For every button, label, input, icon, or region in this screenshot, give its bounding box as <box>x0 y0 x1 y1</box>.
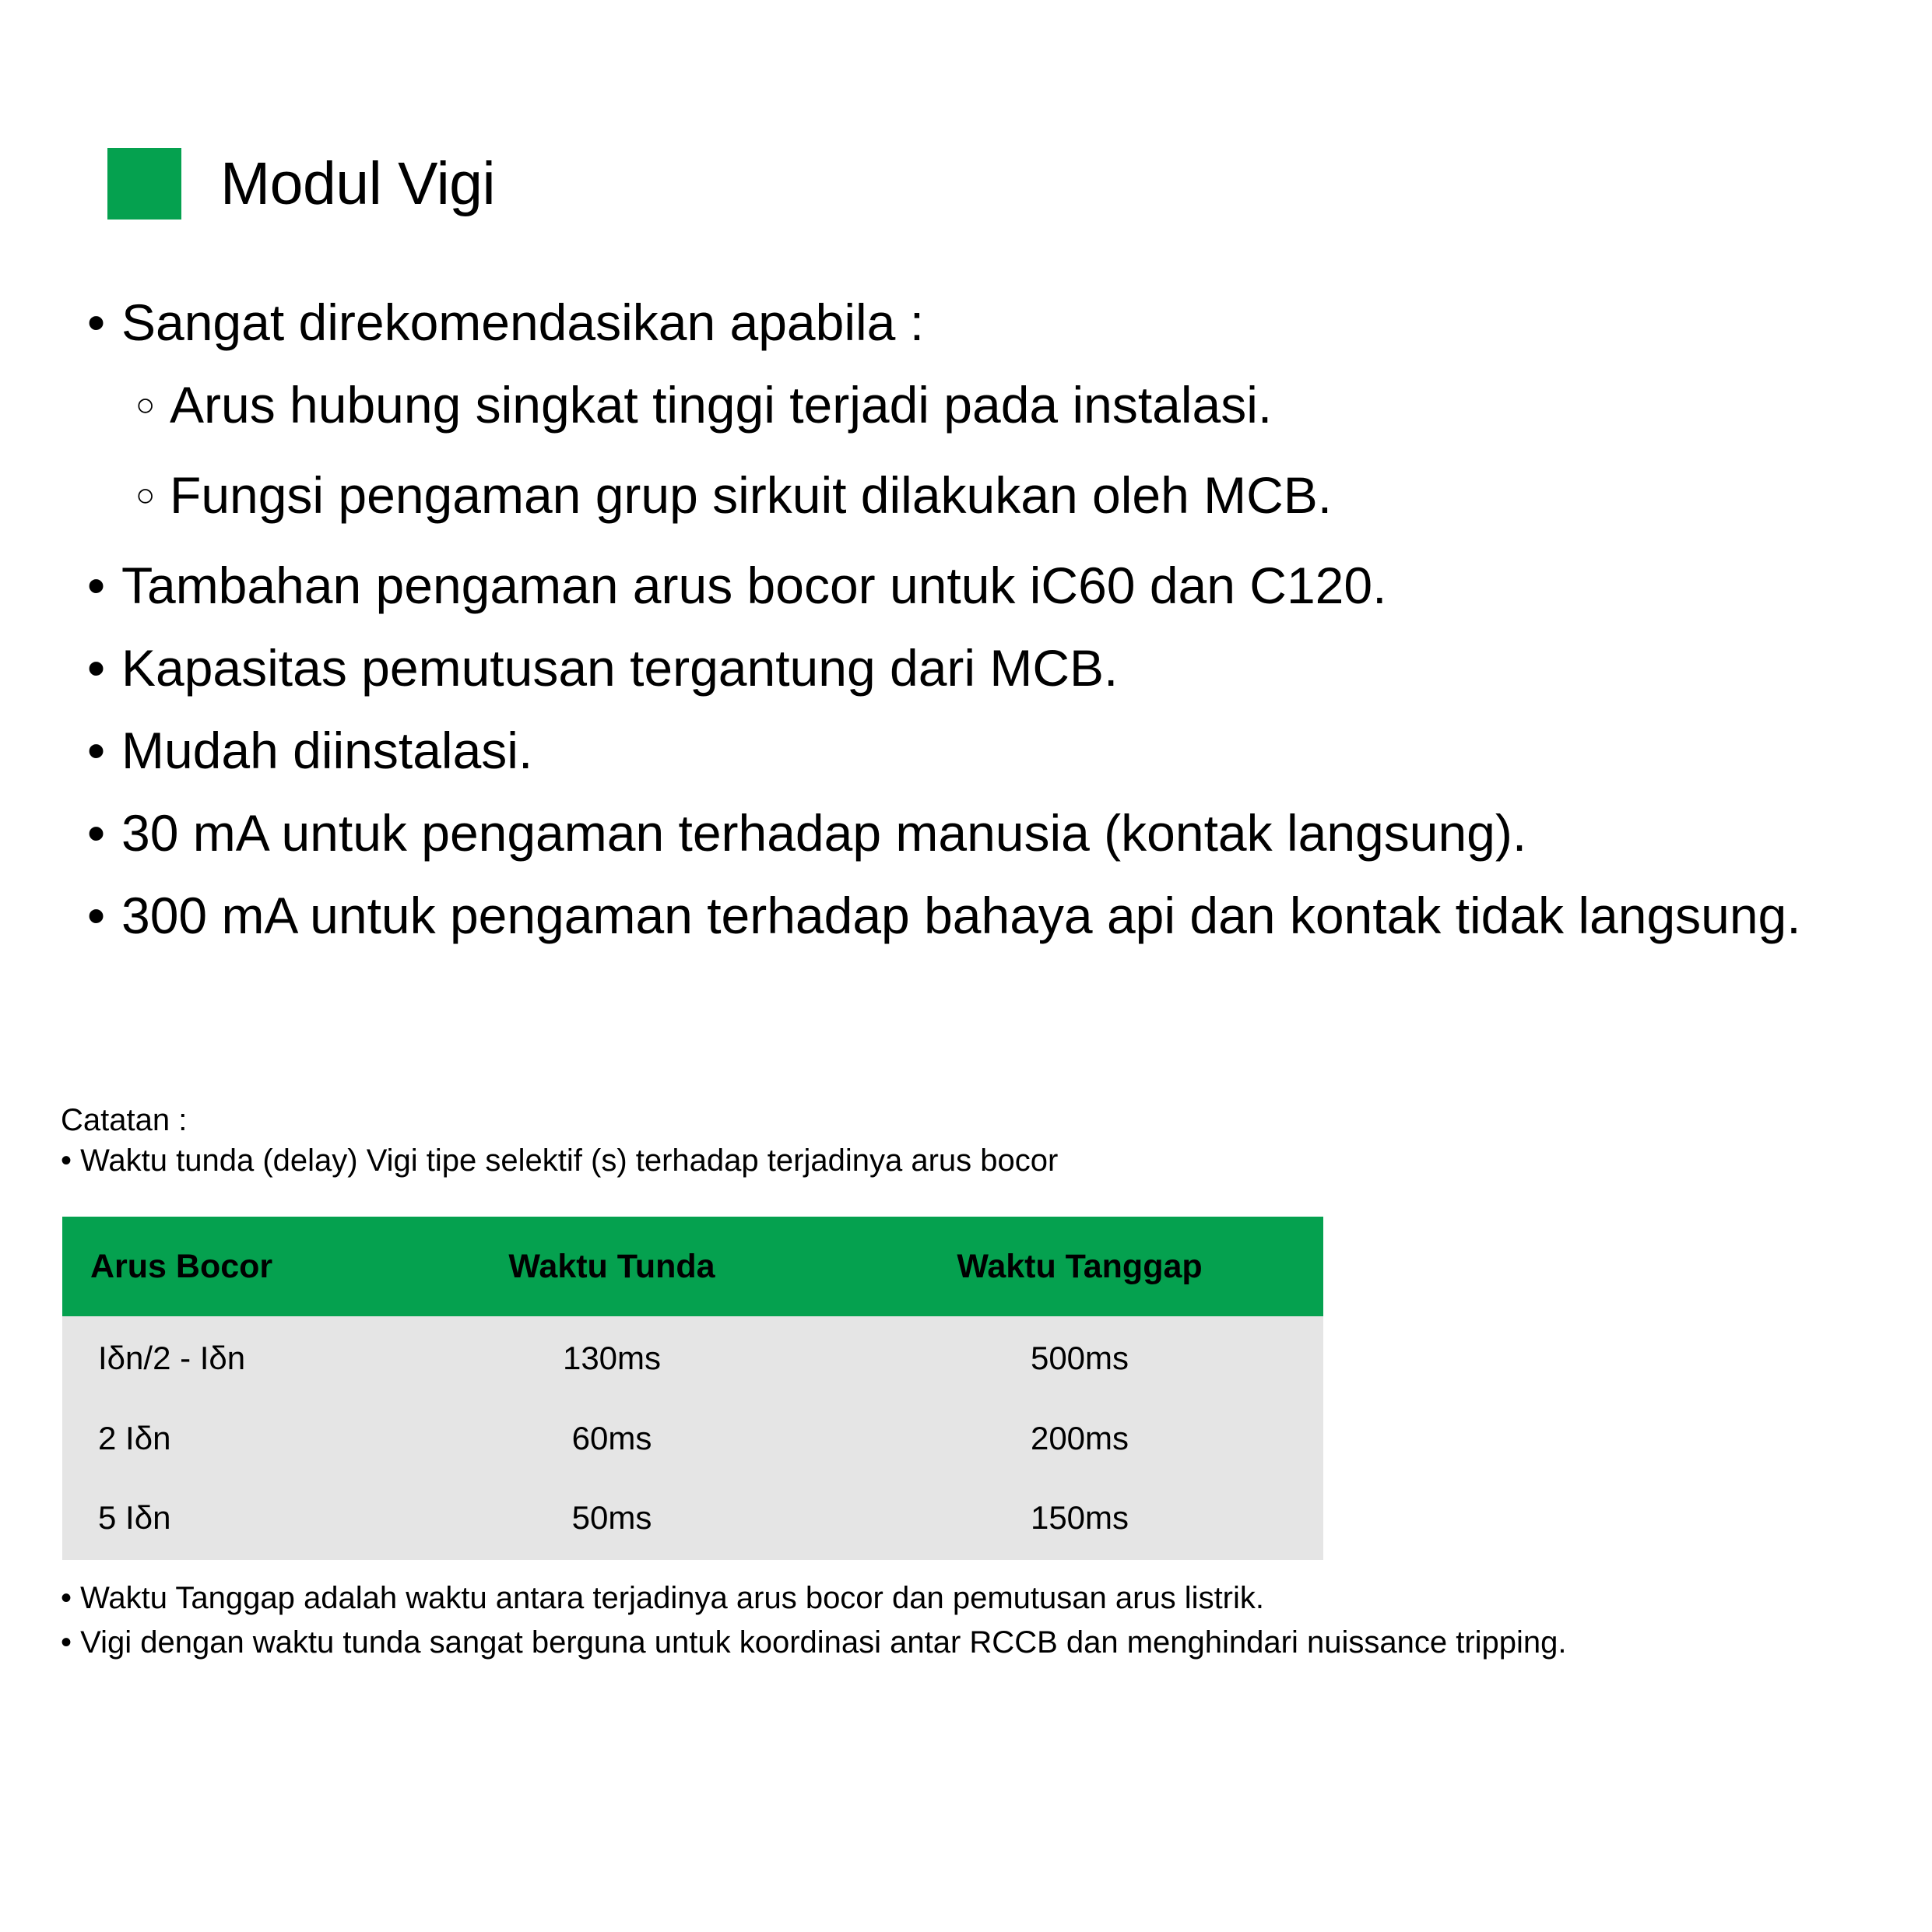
list-item-label: Sangat direkomendasikan apabila : <box>121 293 925 351</box>
list-item-label: 30 mA untuk pengaman terhadap manusia (kontak langsung). <box>121 803 1527 862</box>
slide-title <box>107 148 495 220</box>
bullet-marker-icon: • <box>87 721 106 779</box>
bullet-marker-icon: • <box>87 886 106 944</box>
list-item-label: Arus hubung singkat tinggi terjadi pada instalasi. <box>170 375 1273 434</box>
table-header-row <box>62 1217 1323 1316</box>
cell-waktu-tunda: 130ms <box>388 1316 836 1400</box>
list-item <box>87 721 1878 779</box>
table-row <box>62 1476 1323 1560</box>
note-heading: Catatan : <box>61 1103 188 1137</box>
cell-waktu-tunda: 50ms <box>388 1476 836 1560</box>
note-line: • Waktu tunda (delay) Vigi tipe selektif (s) terhadap terjadinya arus bocor <box>61 1143 1059 1178</box>
list-item <box>87 375 1878 434</box>
bullet-marker-icon: • <box>87 293 106 351</box>
cell-arus-bocor: 5 Iδn <box>62 1476 388 1560</box>
column-header-waktu-tanggap: Waktu Tanggap <box>836 1217 1323 1316</box>
list-item-label: Fungsi pengaman grup sirkuit dilakukan oleh MCB. <box>170 465 1333 524</box>
list-item-label: Kapasitas pemutusan tergantung dari MCB. <box>121 638 1119 697</box>
vigi-delay-table <box>62 1217 1323 1560</box>
list-item <box>87 465 1878 524</box>
page-title: Modul Vigi <box>220 149 496 217</box>
cell-waktu-tunda: 60ms <box>388 1400 836 1476</box>
column-header-arus-bocor: Arus Bocor <box>62 1217 388 1316</box>
bullet-marker-icon: • <box>87 556 106 614</box>
list-item <box>87 638 1878 697</box>
table-body <box>62 1316 1323 1560</box>
list-item-label: Mudah diinstalasi. <box>121 721 533 779</box>
list-item-label: Tambahan pengaman arus bocor untuk iC60 dan C120. <box>121 556 1387 614</box>
list-item <box>87 886 1878 944</box>
list-item <box>87 556 1878 614</box>
list-item <box>87 293 1878 351</box>
cell-waktu-tanggap: 150ms <box>836 1476 1323 1560</box>
footnote-line: • Vigi dengan waktu tunda sangat berguna untuk koordinasi antar RCCB dan menghindari nuissance tripping. <box>61 1625 1567 1660</box>
list-item <box>87 803 1878 862</box>
bullet-list <box>87 293 1878 971</box>
column-header-waktu-tunda: Waktu Tunda <box>388 1217 836 1316</box>
footnote-block <box>61 1576 1567 1665</box>
list-item-label: 300 mA untuk pengaman terhadap bahaya api dan kontak tidak langsung. <box>121 886 1801 944</box>
cell-arus-bocor: Iδn/2 - Iδn <box>62 1316 388 1400</box>
cell-arus-bocor: 2 Iδn <box>62 1400 388 1476</box>
green-square-icon <box>107 148 181 220</box>
bullet-circle-icon: ○ <box>135 385 156 423</box>
table-header <box>62 1217 1323 1316</box>
note-block <box>61 1100 1058 1181</box>
bullet-marker-icon: • <box>87 638 106 697</box>
cell-waktu-tanggap: 200ms <box>836 1400 1323 1476</box>
table-row <box>62 1400 1323 1476</box>
bullet-circle-icon: ○ <box>135 476 156 513</box>
table-row <box>62 1316 1323 1400</box>
cell-waktu-tanggap: 500ms <box>836 1316 1323 1400</box>
bullet-marker-icon: • <box>87 803 106 862</box>
footnote-line: • Waktu Tanggap adalah waktu antara terjadinya arus bocor dan pemutusan arus listrik. <box>61 1581 1264 1615</box>
